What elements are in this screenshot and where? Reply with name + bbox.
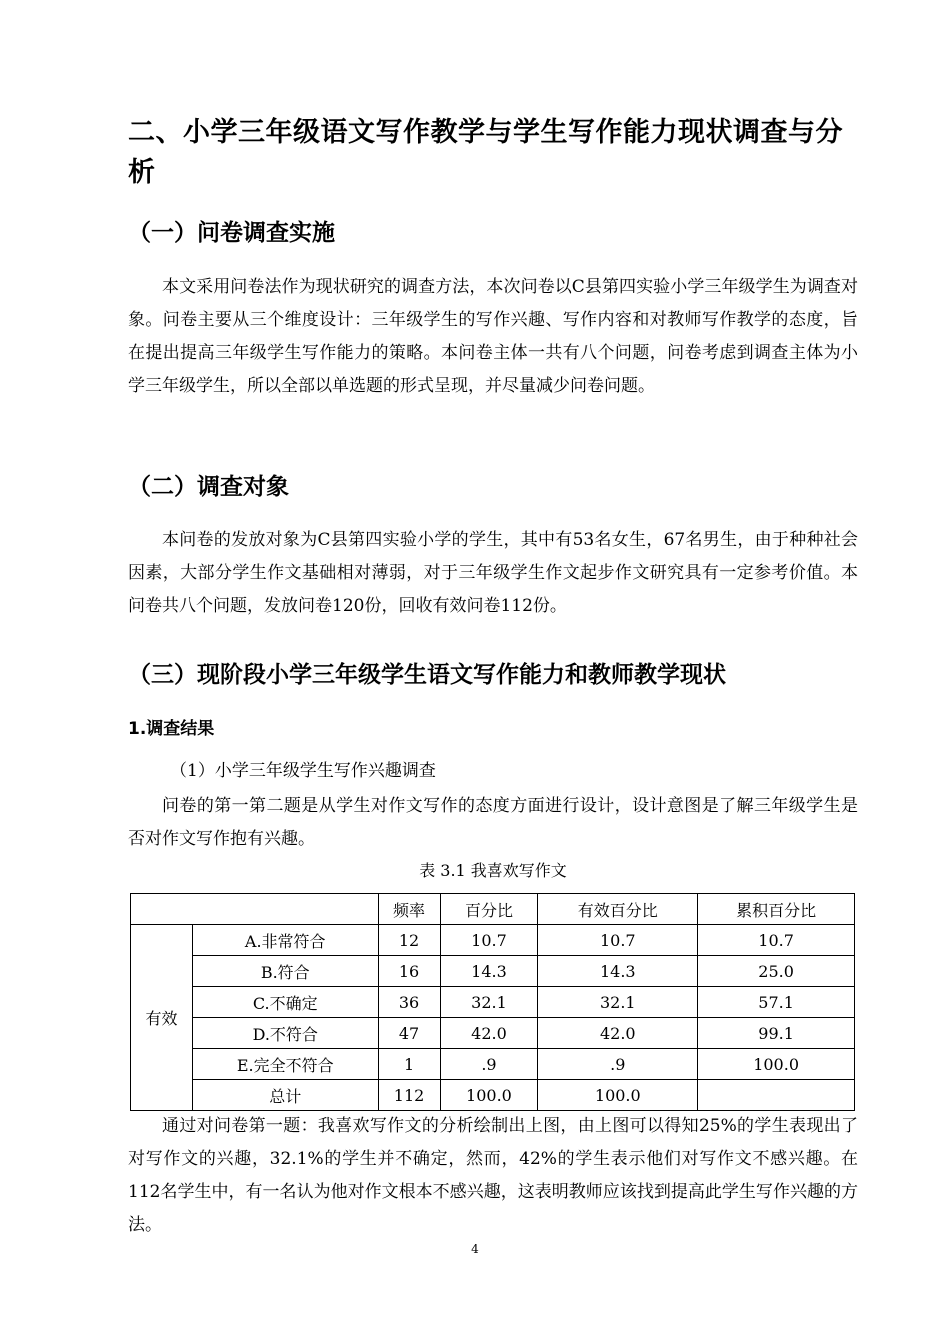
freq-cell: 36 [378,987,440,1018]
table-row [131,925,855,956]
cum-cell: 99.1 [698,1018,855,1049]
pct-cell: 42.0 [440,1018,538,1049]
table-header-row [131,894,855,925]
survey-table [130,893,855,1111]
pct-cell: 10.7 [440,925,538,956]
page-number: 4 [471,1242,479,1256]
freq-cell: 1 [378,1049,440,1080]
valid-cell: 14.3 [538,956,698,987]
header-cell: 累积百分比 [698,894,855,925]
cum-cell: 25.0 [698,956,855,987]
pct-cell: 100.0 [440,1080,538,1111]
table-corner-cell [131,894,379,925]
row-label: E.完全不符合 [192,1049,378,1080]
valid-cell: 32.1 [538,987,698,1018]
table-caption: 表 3.1 我喜欢写作文 [419,861,567,880]
cum-cell: 57.1 [698,987,855,1018]
section-2-body: 本问卷的发放对象为C县第四实验小学的学生，其中有53名女生，67名男生，由于种种社会因素，大部分学生作文基础相对薄弱，对于三年级学生作文起步作文研究具有一定参考价值。本问卷共八个问题，发放问卷120份，回收有效问卷112份。 [128,530,858,616]
freq-cell: 16 [378,956,440,987]
section-heading-1: （一）问卷调查实施 [128,220,335,246]
header-cell: 有效百分比 [538,894,698,925]
row-label: B.符合 [192,956,378,987]
section-3-intro: 问卷的第一第二题是从学生对作文写作的态度方面进行设计，设计意图是了解三年级学生是否对作文写作抱有兴趣。 [128,796,858,849]
table-row [131,987,855,1018]
row-label: 总计 [192,1080,378,1111]
table-total-row [131,1080,855,1111]
table-row [131,956,855,987]
section-heading-3: （三）现阶段小学三年级学生语文写作能力和教师教学现状 [128,662,726,688]
row-label: D.不符合 [192,1018,378,1049]
valid-cell: 10.7 [538,925,698,956]
valid-cell: 42.0 [538,1018,698,1049]
header-cell: 百分比 [440,894,538,925]
cum-cell: 100.0 [698,1049,855,1080]
valid-cell: 100.0 [538,1080,698,1111]
subheading-results: 1.调查结果 [128,719,215,739]
table-row [131,1049,855,1080]
cum-cell [698,1080,855,1111]
group-label-cell: 有效 [131,925,193,1111]
pct-cell: .9 [440,1049,538,1080]
table-analysis: 通过对问卷第一题：我喜欢写作文的分析绘制出上图，由上图可以得知25%的学生表现出了对写作文的兴趣，32.1%的学生并不确定，然而，42%的学生表示他们对写作文不感兴趣。在112名学生中，有一名认为他对作文根本不感兴趣，这表明教师应该找到提高此学生写作兴趣的方法。 [128,1116,858,1235]
cum-cell: 10.7 [698,925,855,956]
page-title: 二、小学三年级语文写作教学与学生写作能力现状调查与分析 [128,117,843,188]
freq-cell: 47 [378,1018,440,1049]
row-label: A.非常符合 [192,925,378,956]
section-heading-2: （二）调查对象 [128,474,289,500]
table-row [131,1018,855,1049]
item-heading: （1）小学三年级学生写作兴趣调查 [170,761,436,781]
pct-cell: 14.3 [440,956,538,987]
freq-cell: 112 [378,1080,440,1111]
section-1-body: 本文采用问卷法作为现状研究的调查方法，本次问卷以C县第四实验小学三年级学生为调查对象。问卷主要从三个维度设计：三年级学生的写作兴趣、写作内容和对教师写作教学的态度，旨在提出提高三年级学生写作能力的策略。本问卷主体一共有八个问题，问卷考虑到调查主体为小学三年级学生，所以全部以单选题的形式呈现，并尽量减少问卷问题。 [128,277,858,396]
valid-cell: .9 [538,1049,698,1080]
freq-cell: 12 [378,925,440,956]
row-label: C.不确定 [192,987,378,1018]
header-cell: 频率 [378,894,440,925]
pct-cell: 32.1 [440,987,538,1018]
